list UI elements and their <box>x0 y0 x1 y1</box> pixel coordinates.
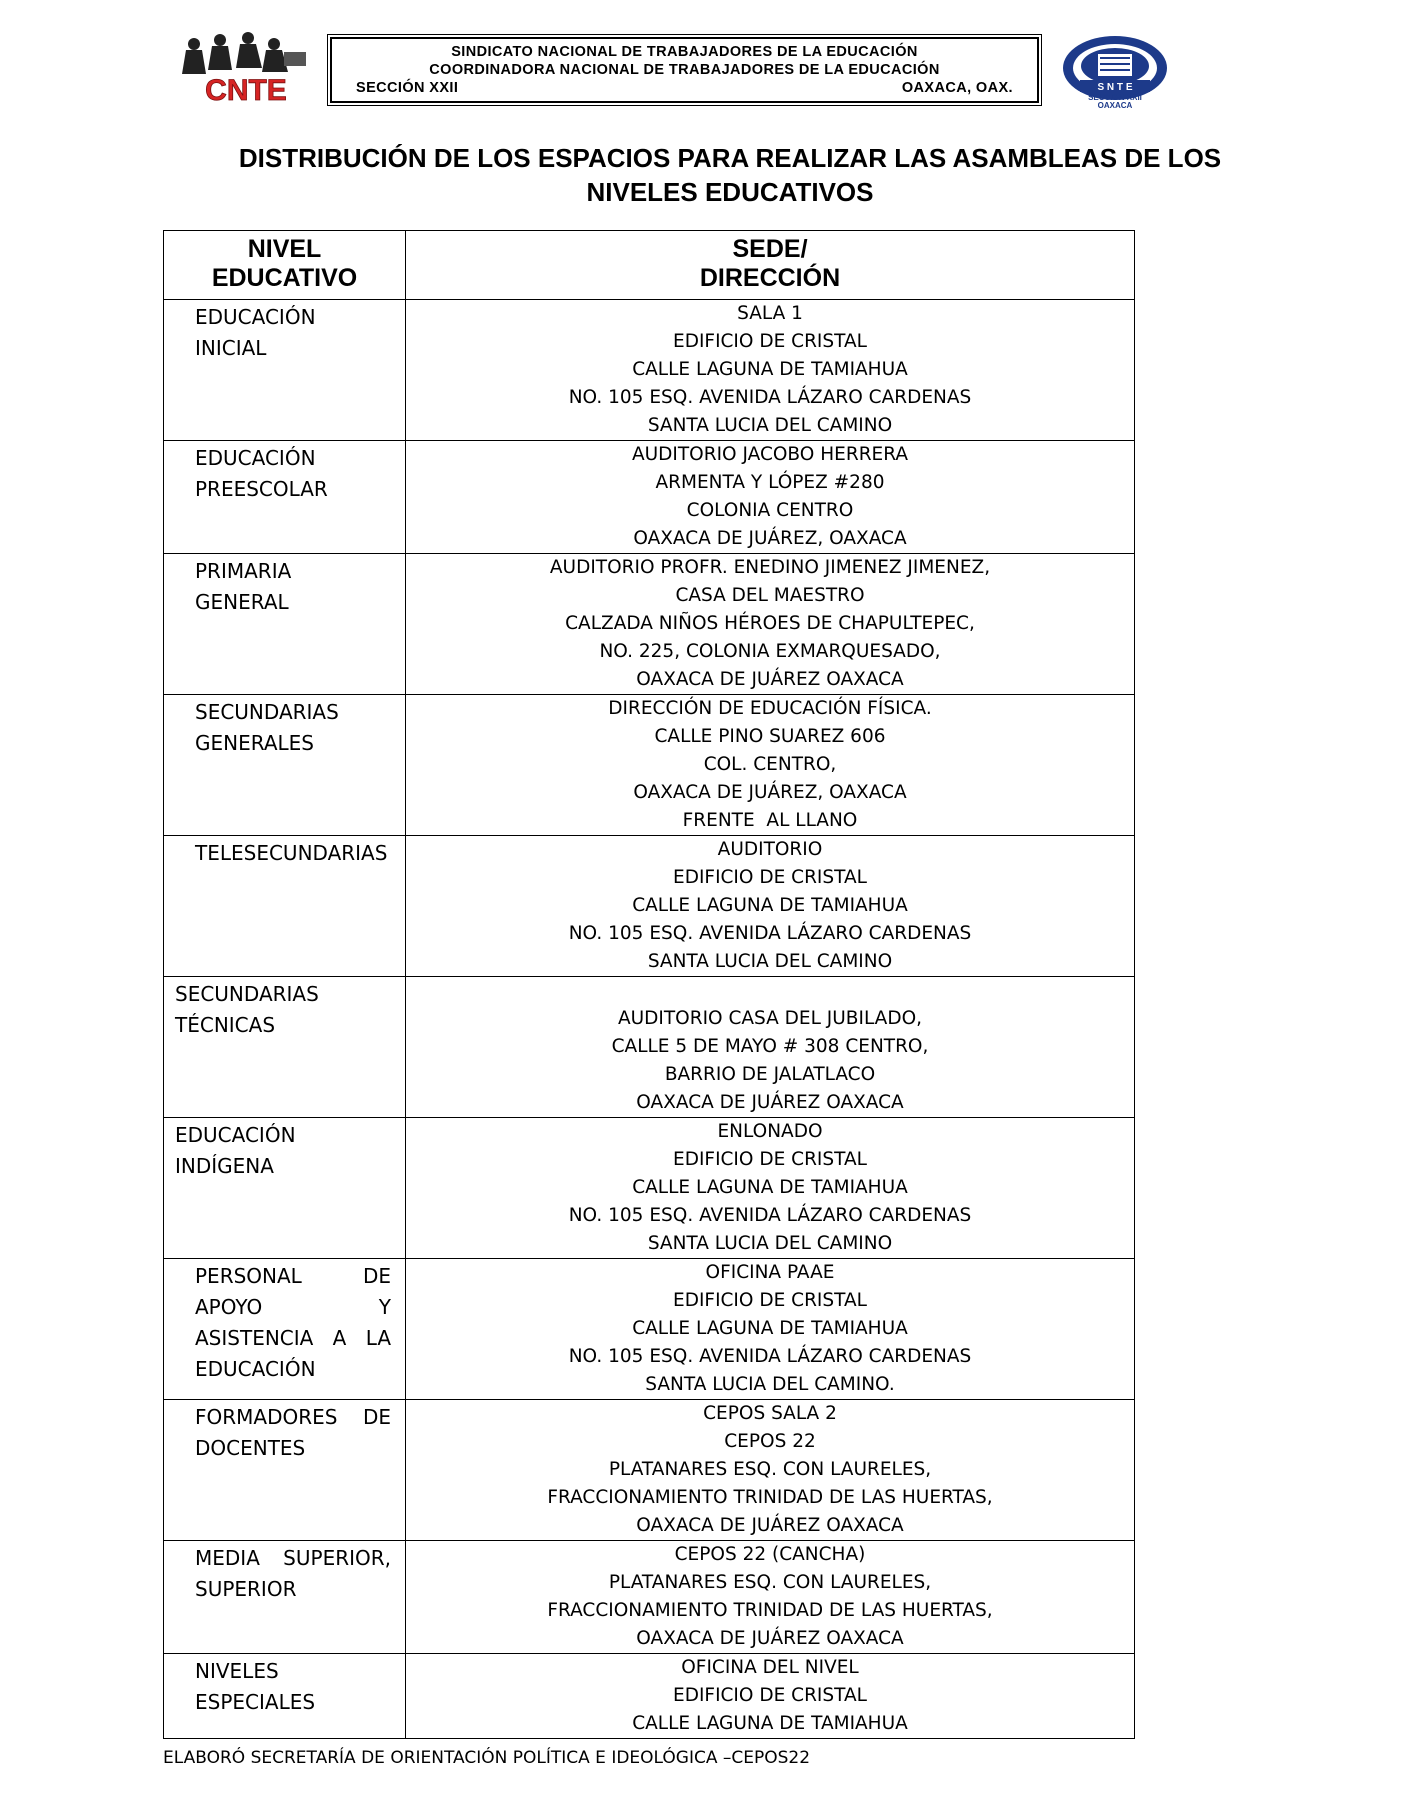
table-row <box>164 554 1135 695</box>
snte-logo-text: S N T E <box>1097 82 1133 93</box>
sede-line: OAXACA DE JUÁREZ OAXACA <box>636 1628 904 1649</box>
nivel-cell: EDUCACIÓN INDÍGENA <box>164 1118 406 1259</box>
sede-line: CALLE LAGUNA DE TAMIAHUA <box>632 359 908 380</box>
sede-line: PLATANARES ESQ. CON LAURELES, <box>608 1572 932 1593</box>
table-row <box>164 836 1135 977</box>
sede-line: OAXACA DE JUÁREZ OAXACA <box>636 669 904 690</box>
header-section: SECCIÓN XXII <box>356 80 459 96</box>
header-line-2: COORDINADORA NACIONAL DE TRABAJADORES DE LA EDUCACIÓN <box>429 62 940 78</box>
sede-line: CALLE LAGUNA DE TAMIAHUA <box>632 1318 908 1339</box>
sede-cell <box>406 695 1135 836</box>
sede-line: SALA 1 <box>737 303 803 324</box>
sede-cell <box>406 1654 1135 1739</box>
sede-line: PLATANARES ESQ. CON LAURELES, <box>608 1459 932 1480</box>
sede-cell <box>406 836 1135 977</box>
sede-line: FRACCIONAMIENTO TRINIDAD DE LAS HUERTAS, <box>547 1487 993 1508</box>
table-row <box>164 695 1135 836</box>
nivel-cell: PERSONAL DE APOYO Y ASISTENCIA A LA EDUCACIÓN <box>164 1259 406 1400</box>
sede-cell <box>406 554 1135 695</box>
sede-line: EDIFICIO DE CRISTAL <box>673 867 867 888</box>
sede-line: EDIFICIO DE CRISTAL <box>673 1149 867 1170</box>
nivel-cell: SECUNDARIAS GENERALES <box>164 695 406 836</box>
sede-line: OAXACA DE JUÁREZ, OAXACA <box>633 782 907 803</box>
sede-line: OAXACA DE JUÁREZ OAXACA <box>636 1092 904 1113</box>
table-row <box>164 1654 1135 1739</box>
sede-line: SANTA LUCIA DEL CAMINO <box>647 951 893 972</box>
sede-line: CEPOS SALA 2 <box>703 1403 837 1424</box>
sede-line: CALLE LAGUNA DE TAMIAHUA <box>632 1177 908 1198</box>
cnte-logo-text: CNTE <box>205 74 287 106</box>
table-row <box>164 1400 1135 1541</box>
nivel-cell: EDUCACIÓN PREESCOLAR <box>164 441 406 554</box>
cnte-logo <box>176 30 316 106</box>
document-title <box>170 141 1290 209</box>
snte-logo-section: SECCION XXII <box>1088 93 1142 102</box>
sede-cell <box>406 1259 1135 1400</box>
header-line-1: SINDICATO NACIONAL DE TRABAJADORES DE LA EDUCACIÓN <box>451 44 918 60</box>
sede-cell <box>406 441 1135 554</box>
sede-line: NO. 105 ESQ. AVENIDA LÁZARO CARDENAS <box>568 1346 972 1367</box>
sede-line: SANTA LUCIA DEL CAMINO <box>647 1233 893 1254</box>
union-header-box <box>330 37 1039 103</box>
sede-line: ENLONADO <box>717 1121 823 1142</box>
sede-line: COLONIA CENTRO <box>686 500 854 521</box>
table-row <box>164 977 1135 1118</box>
sede-line: NO. 105 ESQ. AVENIDA LÁZARO CARDENAS <box>568 1205 972 1226</box>
sede-line: CALLE PINO SUAREZ 606 <box>654 726 886 747</box>
sede-line: CASA DEL MAESTRO <box>675 585 865 606</box>
sede-line: SANTA LUCIA DEL CAMINO <box>647 415 893 436</box>
table-row <box>164 300 1135 441</box>
title-line-1: DISTRIBUCIÓN DE LOS ESPACIOS PARA REALIZAR LAS ASAMBLEAS DE LOS <box>238 143 1222 173</box>
sede-line: NO. 105 ESQ. AVENIDA LÁZARO CARDENAS <box>568 923 972 944</box>
sede-cell <box>406 300 1135 441</box>
nivel-cell: NIVELES ESPECIALES <box>164 1654 406 1739</box>
sede-line: SANTA LUCIA DEL CAMINO. <box>645 1374 895 1395</box>
sede-line: CEPOS 22 (CANCHA) <box>674 1544 866 1565</box>
header-nivel-educativo: NIVEL EDUCATIVO <box>164 231 406 300</box>
sede-line: FRACCIONAMIENTO TRINIDAD DE LAS HUERTAS, <box>547 1600 993 1621</box>
sede-line: EDIFICIO DE CRISTAL <box>673 1290 867 1311</box>
sede-line: CALLE LAGUNA DE TAMIAHUA <box>632 1713 908 1734</box>
sede-line: COL. CENTRO, <box>703 754 837 775</box>
sede-line: EDIFICIO DE CRISTAL <box>673 1685 867 1706</box>
sede-line: BARRIO DE JALATLACO <box>664 1064 876 1085</box>
sede-line <box>406 977 1134 1005</box>
nivel-cell: PRIMARIA GENERAL <box>164 554 406 695</box>
table-header-row <box>164 231 1135 300</box>
nivel-cell: FORMADORES DE DOCENTES <box>164 1400 406 1541</box>
venues-table <box>163 230 1135 1739</box>
letterhead <box>170 30 1170 110</box>
header-city: OAXACA, OAX. <box>901 80 1013 96</box>
sede-line: EDIFICIO DE CRISTAL <box>673 331 867 352</box>
footer-credit: ELABORÓ SECRETARÍA DE ORIENTACIÓN POLÍTICA E IDEOLÓGICA –CEPOS22 <box>163 1748 811 1768</box>
sede-cell <box>406 1400 1135 1541</box>
sede-line: NO. 105 ESQ. AVENIDA LÁZARO CARDENAS <box>568 387 972 408</box>
sede-line: OFICINA PAAE <box>705 1262 835 1283</box>
snte-logo <box>1060 34 1170 108</box>
table-row <box>164 1118 1135 1259</box>
sede-line: CALZADA NIÑOS HÉROES DE CHAPULTEPEC, <box>565 613 975 634</box>
sede-line: DIRECCIÓN DE EDUCACIÓN FÍSICA. <box>608 698 932 719</box>
sede-line: CALLE LAGUNA DE TAMIAHUA <box>632 895 908 916</box>
sede-line: OAXACA DE JUÁREZ, OAXACA <box>633 528 907 549</box>
nivel-cell: TELESECUNDARIAS <box>164 836 406 977</box>
sede-line: FRENTE AL LLANO <box>682 810 858 831</box>
sede-line: OAXACA DE JUÁREZ OAXACA <box>636 1515 904 1536</box>
sede-line: AUDITORIO JACOBO HERRERA <box>631 444 909 465</box>
table-body <box>164 300 1135 1739</box>
sede-cell <box>406 1118 1135 1259</box>
sede-line: CALLE 5 DE MAYO # 308 CENTRO, <box>611 1036 929 1057</box>
nivel-cell: MEDIA SUPERIOR, SUPERIOR <box>164 1541 406 1654</box>
table-row <box>164 441 1135 554</box>
sede-line: AUDITORIO CASA DEL JUBILADO, <box>617 1008 923 1029</box>
table-row <box>164 1541 1135 1654</box>
nivel-cell: SECUNDARIAS TÉCNICAS <box>164 977 406 1118</box>
snte-logo-city: OAXACA <box>1097 101 1133 108</box>
table-row <box>164 1259 1135 1400</box>
sede-line: CEPOS 22 <box>724 1431 816 1452</box>
sede-line: AUDITORIO <box>717 839 823 860</box>
sede-line: NO. 225, COLONIA EXMARQUESADO, <box>599 641 941 662</box>
title-line-2: NIVELES EDUCATIVOS <box>586 177 874 207</box>
sede-cell <box>406 977 1135 1118</box>
sede-line: ARMENTA Y LÓPEZ #280 <box>655 472 885 493</box>
sede-line: AUDITORIO PROFR. ENEDINO JIMENEZ JIMENEZ, <box>549 557 991 578</box>
header-sede-direccion: SEDE/ DIRECCIÓN <box>406 231 1135 300</box>
nivel-cell: EDUCACIÓN INICIAL <box>164 300 406 441</box>
sede-line: OFICINA DEL NIVEL <box>681 1657 859 1678</box>
sede-cell <box>406 1541 1135 1654</box>
